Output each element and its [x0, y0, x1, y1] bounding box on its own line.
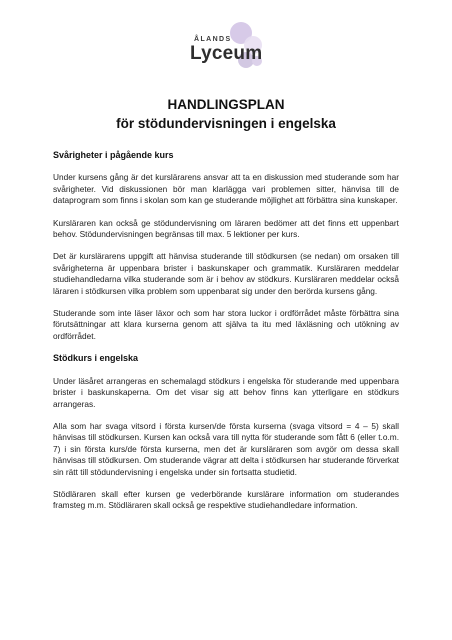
school-logo — [186, 22, 266, 74]
document-title: HANDLINGSPLAN — [167, 97, 285, 112]
logo-top-text: ÅLANDS — [194, 36, 232, 43]
document-body — [53, 150, 399, 523]
paragraph: Studerande som inte läser läxor och som har stora luckor i ordförrådet måste förbättra sina förutsättningar att klara kurserna genom att själva ta itu med läxläsning och utökning av ordförrådet. — [53, 308, 399, 341]
logo-main-text: Lyceum — [190, 43, 263, 64]
paragraph: Under läsåret arrangeras en schemalagd stödkurs i engelska för studerande med uppenbara brister i baskunskaperna. Om det visar sig att behov finns kan ytterligare en stödkurs arrangeras. — [53, 375, 399, 409]
paragraph: Det är kurslärarens uppgift att hänvisa studerande till stödkursen (se nedan) om orsaken till svårigheterna är uppenbara brister i baskunskaper och grammatik. Kursläraren meddelar studiehandledarna vilka studerande som är i behov av stödkurs. Kursläraren meddelar också läraren i stödkursen vilka problem som uppenbarat sig under den berörda kursens gång. — [53, 251, 399, 296]
section-heading: Stödkurs i engelska — [53, 353, 139, 364]
paragraph: Under kursens gång är det kurslärarens ansvar att ta en diskussion med studerande som har svårigheter. Vid diskussionen bör man klarlägga vari problemen sitter, hänvisa till de dataprogram som finns i skolan som kan ge studerande möjlighet att förbättra sina kunskaper. — [53, 172, 399, 206]
paragraph: Alla som har svaga vitsord i första kursen/de första kurserna (svaga vitsord = 4 – 5) skall hänvisas till stödkursen. Kursen kan också vara till nytta för studerande som fått 6 (eller t.o.m. 7) i sin första kurs/de första kurserna, men det är kursläraren som avgör om dessa skall hänvisas till stödkursen. Om studerande vägrar att delta i stödkursen har studerande förverkat sin rätt till stödundervisning i engelska under sin fortsatta studietid. — [53, 420, 399, 477]
document-subtitle: för stödundervisningen i engelska — [116, 116, 336, 131]
paragraph: Stödläraren skall efter kursen ge vederbörande kurslärare information om studerandes framsteg m.m. Stödläraren skall också ge respektive studiehandledare information. — [53, 488, 399, 511]
section-heading: Svårigheter i pågående kurs — [53, 150, 174, 160]
paragraph: Kursläraren kan också ge stödundervisning om läraren bedömer att det finns ett uppenbart behov. Stödundervisningen begränsas till max. 5 lektioner per kurs. — [53, 217, 399, 240]
